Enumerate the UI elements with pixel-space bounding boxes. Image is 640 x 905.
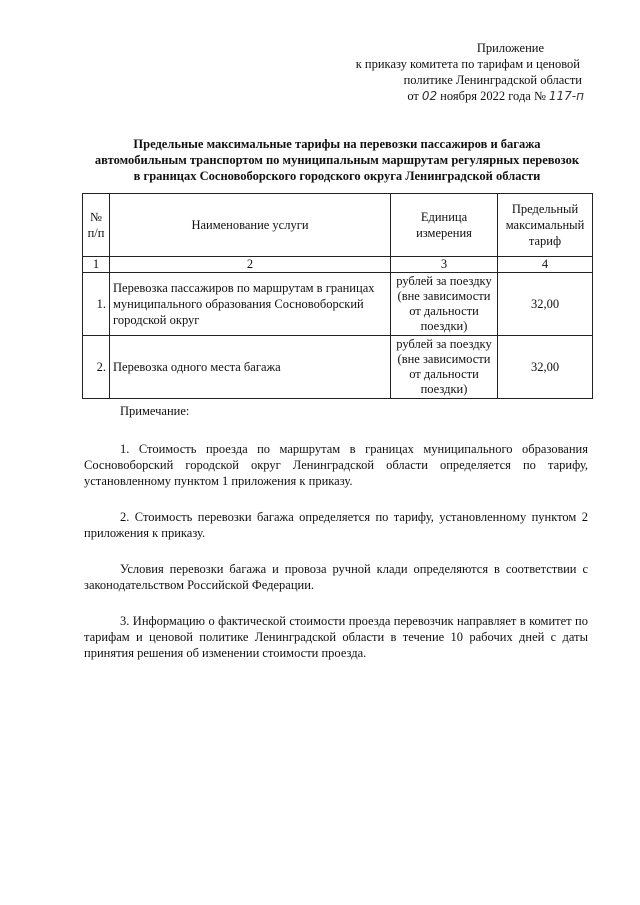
handwritten-day: 02 [421, 89, 438, 103]
appendix-order-line: к приказу комитета по тарифам и ценовой [355, 57, 580, 71]
row-service-name: Перевозка пассажиров по маршрутам в границах муниципального образования Сосновоборский городской округ [110, 273, 391, 336]
column-index: 4 [498, 257, 593, 273]
row-price: 32,00 [498, 336, 593, 399]
column-index: 2 [110, 257, 391, 273]
column-index-row [83, 257, 593, 273]
handwritten-order-number: 117-п [548, 89, 584, 103]
row-unit: рублей за поездку (вне зависимости от дальности поездки) [391, 273, 498, 336]
notes-title: Примечание: [120, 404, 190, 418]
appendix-title: Приложение [476, 41, 544, 55]
note-paragraph: Условия перевозки багажа и провоза ручной клади определяются в соответствии с законодательством Российской Федерации. [84, 562, 588, 592]
tariff-table [82, 193, 593, 399]
table-row [83, 336, 593, 399]
notes-section [84, 403, 588, 661]
table-row [83, 273, 593, 336]
header-service-name: Наименование услуги [110, 194, 391, 257]
column-index: 3 [391, 257, 498, 273]
appendix-authority-line: политике Ленинградской области [403, 73, 582, 87]
note-paragraph: 3. Информацию о фактической стоимости проезда перевозчик направляет в комитет по тарифам и ценовой политике Ленинградской области в течение 10 рабочих дней с даты принятия решения об изменении стоимости проезда. [84, 614, 588, 660]
date-prefix: от [407, 89, 419, 103]
header-unit: Единица измерения [391, 194, 498, 257]
appendix-header [334, 40, 584, 104]
appendix-date-line [334, 88, 584, 104]
date-rest: ноября 2022 года № [440, 89, 546, 103]
header-max-tariff: Предельный максимальный тариф [498, 194, 593, 257]
row-num: 1. [83, 273, 110, 336]
row-price: 32,00 [498, 273, 593, 336]
row-unit: рублей за поездку (вне зависимости от дальности поездки) [391, 336, 498, 399]
row-service-name: Перевозка одного места багажа [110, 336, 391, 399]
row-num: 2. [83, 336, 110, 399]
table-header-row [83, 194, 593, 257]
document-title: Предельные максимальные тарифы на перевозки пассажиров и багажа автомобильным транспортом по муниципальным маршрутам регулярных перевозок в границах Сосновоборского городского округа Ленинградской области [94, 137, 580, 183]
note-paragraph: 1. Стоимость проезда по маршрутам в границах муниципального образования Сосновоборский городской округ Ленинградской области определяется по тарифу, установленному пунктом 1 приложения к приказу. [84, 442, 588, 488]
column-index: 1 [83, 257, 110, 273]
note-paragraph: 2. Стоимость перевозки багажа определяется по тарифу, установленному пунктом 2 приложения к приказу. [84, 510, 588, 540]
header-num: № п/п [83, 194, 110, 257]
